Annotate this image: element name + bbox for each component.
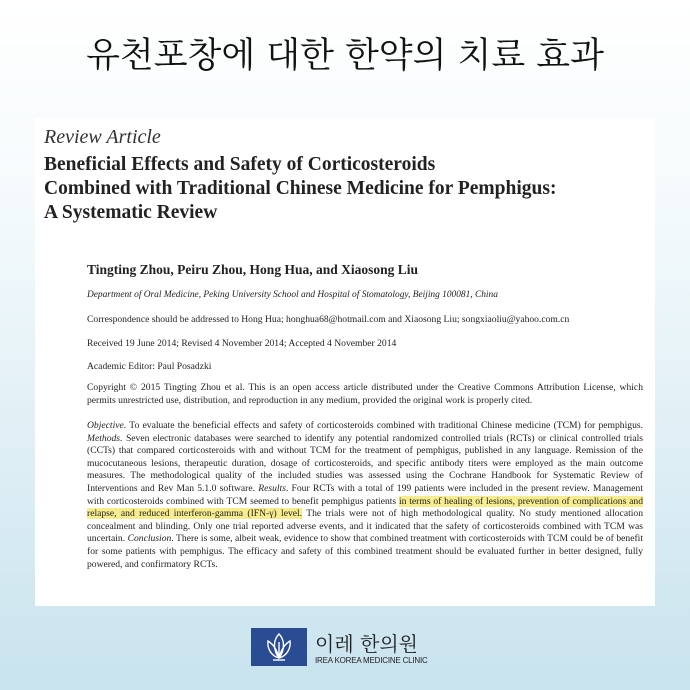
highlighted-text: in terms of healing of lesions, prevention of complications and relapse, and reduced interferon-gamma (IFN-γ) level. xyxy=(87,495,643,520)
methods-text: . Seven electronic databases were searched to identify any potential randomized controlled trials (RCTs) or clinical controlled trials (CCTs) that compared corticosteroids with and without TCM for the treatment of pemphigus, published in any language. Remission of the mucocutaneous lesions, therapeutic duration, dosage of corticosteroids, and specific antibody titers were employed as the main outcome measures. The methodological quality of the included studies was assessed using the Cochrane Handbook for Systematic Review of Interventions and Rev Man 5.1.0 software. xyxy=(87,432,643,494)
results-text: . Four RCTs with a total of 199 patients were included in the present review. Management with corticosteroids combined with TCM seemed to benefit pemphigus patients xyxy=(87,482,643,507)
correspondence: Correspondence should be addressed to Hong Hua; honghua68@hotmail.com and Xiaosong Liu; songxiaoliu@yahoo.com.cn xyxy=(87,314,570,325)
objective-label: Objective xyxy=(87,420,124,431)
article-title-line: Combined with Traditional Chinese Medicine for Pemphigus: xyxy=(44,178,557,199)
copyright-notice: Copyright © 2015 Tingting Zhou et al. This is an open access article distributed under the Creative Commons Attribution License, which permits unrestricted use, distribution, and reproduction in any medium, provided the original work is properly cited. xyxy=(87,382,643,406)
article-title-line: A Systematic Review xyxy=(44,202,218,223)
article-title-line: Beneficial Effects and Safety of Corticosteroids xyxy=(44,154,436,175)
affiliation: Department of Oral Medicine, Peking University School and Hospital of Stomatology, Beijing 100081, China xyxy=(87,290,498,300)
academic-editor: Academic Editor: Paul Posadzki xyxy=(87,361,212,372)
received-dates: Received 19 June 2014; Revised 4 November 2014; Accepted 4 November 2014 xyxy=(87,338,397,349)
logo-korean-name: 이레 한의원 xyxy=(315,632,418,656)
authors: Tingting Zhou, Peiru Zhou, Hong Hua, and Xiaosong Liu xyxy=(87,262,418,277)
article-panel xyxy=(35,118,655,606)
conclusion-label: Conclusion xyxy=(127,533,172,545)
article-type: Review Article xyxy=(44,126,161,148)
logo-english-name: IREA KOREA MEDICINE CLINIC xyxy=(315,656,428,665)
conclusion-text: . There is some, albeit weak, evidence to show that combined treatment with corticosteroids with TCM could be of benefit for some patients with pemphigus. The efficacy and safety of this combined treatment should be evaluated further in better designed, fully powered, and confirmatory RCTs. xyxy=(87,533,643,570)
page-headline: 유천포창에 대한 한약의 치료 효과 xyxy=(86,36,604,76)
objective-text: . To evaluate the beneficial effects and safety of corticosteroids combined with traditional Chinese medicine (TCM) for pemphigus. xyxy=(123,420,643,431)
clinic-logo xyxy=(251,628,431,668)
methods-label: Methods xyxy=(87,432,121,444)
lotus-icon xyxy=(251,628,307,666)
results-text-continued: The trials were not of high methodological quality. No study mentioned allocation concealment and blinding. Only one trial reported adverse events, and it indicated that the safety of corticosteroids combined with TCM was uncertain. xyxy=(87,508,643,545)
results-label: Results xyxy=(258,482,286,494)
abstract xyxy=(87,420,643,571)
logo-box xyxy=(251,628,307,666)
article-title xyxy=(44,153,644,225)
